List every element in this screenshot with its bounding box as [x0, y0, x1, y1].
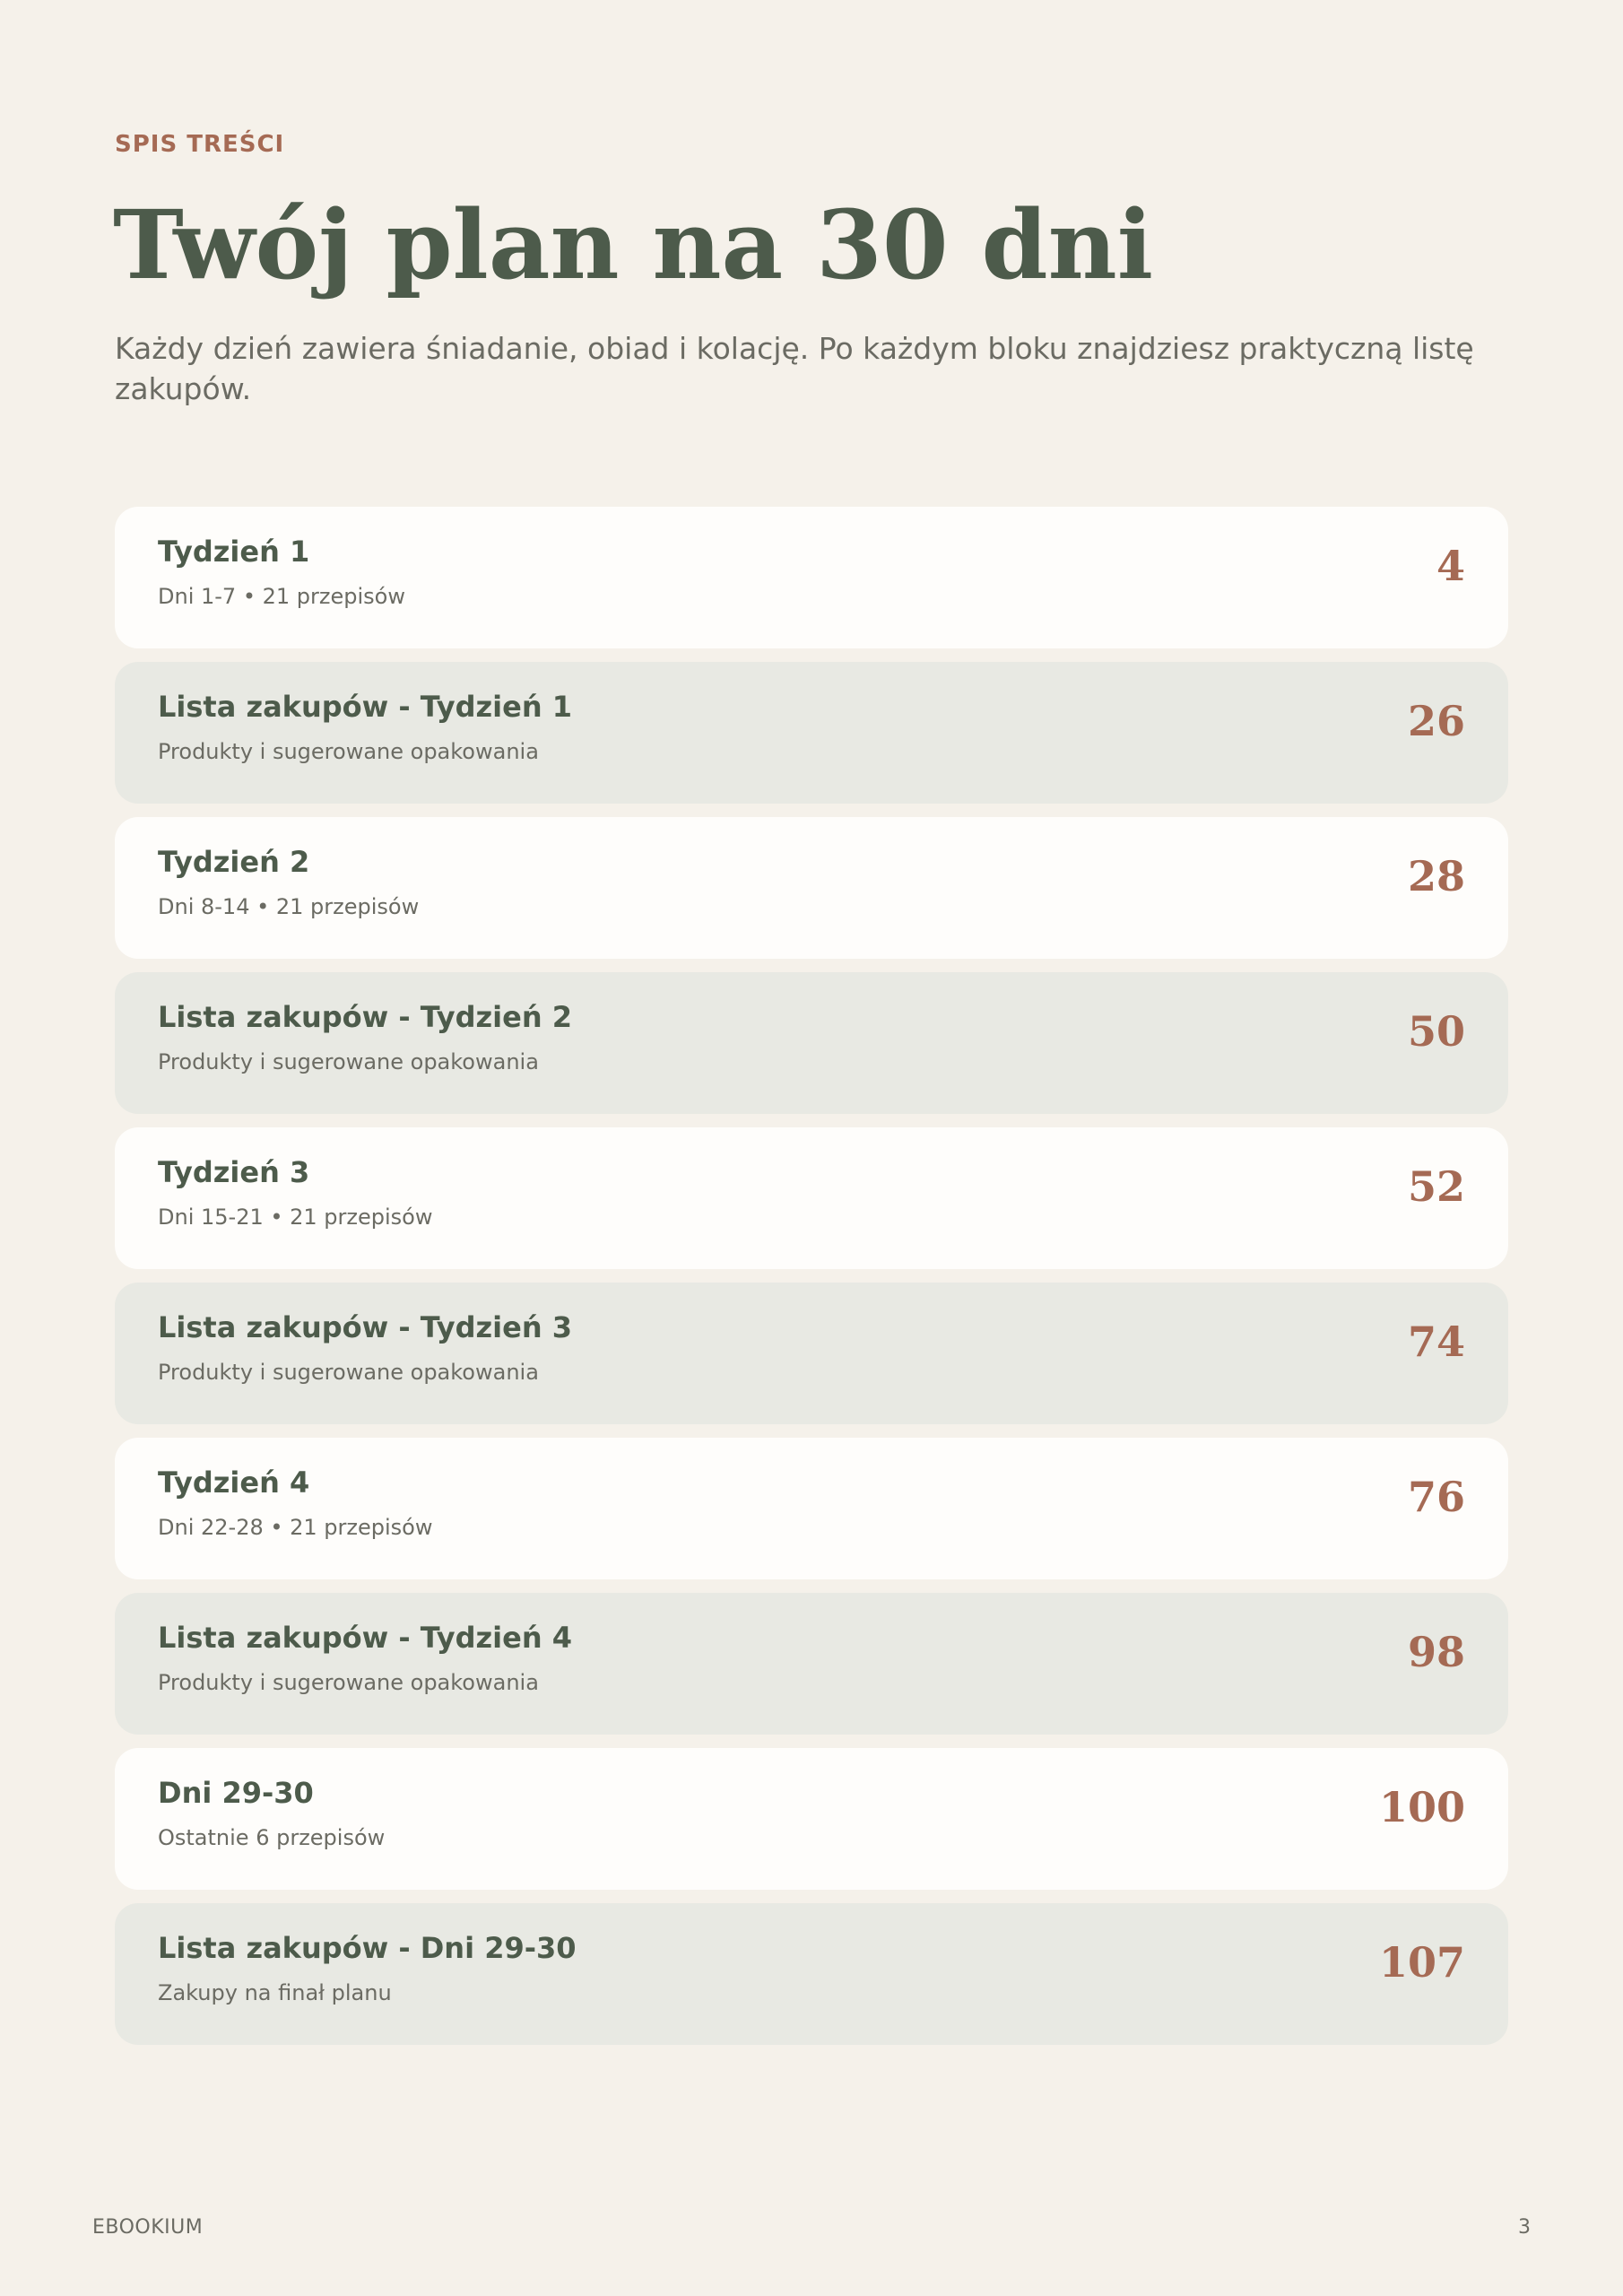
toc-item-subtitle: Dni 22-28 • 21 przepisów: [158, 1515, 433, 1540]
toc-item-subtitle: Dni 15-21 • 21 przepisów: [158, 1205, 433, 1230]
page-subtitle: Każdy dzień zawiera śniadanie, obiad i kolację. Po każdym bloku znajdziesz praktyczną listę zakupów.: [115, 331, 1474, 406]
toc-item-title: Lista zakupów - Tydzień 2: [158, 1000, 573, 1034]
toc-item-week-1[interactable]: [115, 507, 1508, 648]
toc-item-title: Tydzień 4: [158, 1465, 310, 1500]
toc-item-page-number: 52: [1407, 1162, 1465, 1211]
toc-item-subtitle: Dni 1-7 • 21 przepisów: [158, 584, 405, 609]
toc-item-title: Tydzień 2: [158, 845, 310, 879]
toc-item-page-number: 4: [1436, 542, 1465, 590]
toc-item-subtitle: Produkty i sugerowane opakowania: [158, 1049, 539, 1074]
toc-item-page-number: 74: [1407, 1318, 1465, 1366]
toc-item-title: Lista zakupów - Tydzień 1: [158, 690, 573, 724]
toc-item-page-number: 100: [1378, 1783, 1465, 1831]
toc-item-shopping-list-week-1[interactable]: [115, 662, 1508, 804]
toc-item-week-2[interactable]: [115, 817, 1508, 959]
table-of-contents: [115, 507, 1508, 2058]
toc-item-shopping-list-week-4[interactable]: [115, 1593, 1508, 1735]
toc-item-shopping-list-week-2[interactable]: [115, 972, 1508, 1114]
toc-item-page-number: 98: [1407, 1628, 1465, 1676]
toc-item-days-29-30[interactable]: [115, 1748, 1508, 1890]
toc-item-shopping-list-week-3[interactable]: [115, 1283, 1508, 1424]
footer-brand: EBOOKIUM: [92, 2216, 204, 2239]
toc-item-subtitle: Produkty i sugerowane opakowania: [158, 739, 539, 764]
toc-item-title: Lista zakupów - Tydzień 3: [158, 1310, 573, 1344]
toc-item-title: Lista zakupów - Tydzień 4: [158, 1621, 573, 1655]
toc-item-subtitle: Produkty i sugerowane opakowania: [158, 1670, 539, 1695]
toc-item-subtitle: Produkty i sugerowane opakowania: [158, 1360, 539, 1385]
toc-item-page-number: 76: [1407, 1473, 1465, 1521]
toc-item-page-number: 50: [1407, 1007, 1465, 1056]
section-eyebrow: SPIS TREŚCI: [115, 131, 285, 158]
toc-item-subtitle: Dni 8-14 • 21 przepisów: [158, 894, 420, 919]
toc-item-page-number: 26: [1407, 697, 1465, 745]
toc-item-title: Tydzień 3: [158, 1155, 310, 1189]
toc-item-page-number: 28: [1407, 852, 1465, 900]
toc-item-week-4[interactable]: [115, 1438, 1508, 1579]
footer-page-number: 3: [1518, 2216, 1531, 2239]
toc-item-title: Dni 29-30: [158, 1776, 314, 1810]
toc-item-subtitle: Zakupy na finał planu: [158, 1980, 392, 2005]
toc-item-subtitle: Ostatnie 6 przepisów: [158, 1825, 386, 1850]
toc-item-week-3[interactable]: [115, 1127, 1508, 1269]
toc-item-title: Tydzień 1: [158, 535, 310, 569]
page-title: Twój plan na 30 dni: [113, 188, 1153, 300]
toc-item-title: Lista zakupów - Dni 29-30: [158, 1931, 577, 1965]
toc-item-shopping-list-days-29-30[interactable]: [115, 1903, 1508, 2045]
toc-item-page-number: 107: [1378, 1938, 1465, 1987]
